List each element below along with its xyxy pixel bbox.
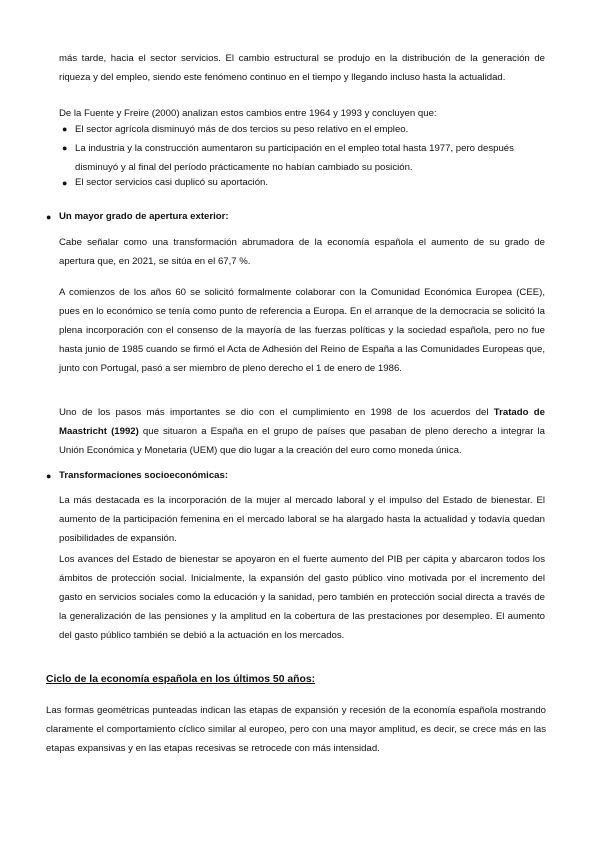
apertura-paragraph-3 (59, 403, 545, 460)
section-title-socioeconomicas: Transformaciones socioeconómicas: (59, 470, 229, 481)
section-heading-ciclo: Ciclo de la economía española en los últimos 50 años: (46, 674, 316, 685)
intro-paragraph: más tarde, hacia el sector servicios. El cambio estructural se produjo en la distribución de la generación de riqueza y del empleo, siendo este fenómeno continuo en el tiempo y llegando incluso hasta la actualidad. (59, 53, 545, 83)
intro-bullet-1: El sector agrícola disminuyó más de dos tercios su peso relativo en el empleo. (75, 124, 409, 135)
intro-bullet-2: La industria y la construcción aumentaron su participación en el empleo total hasta 1977, pero después disminuyó y al final del período prácticamente no habían cambiado su posición. (75, 143, 514, 173)
apertura-paragraph-2: A comienzos de los años 60 se solicitó formalmente colaborar con la Comunidad Económica Europea (CEE), pues en lo económico se tenía como punto de referencia a Europa. En el arranque de la democracia se solicitó la plena incorporación con el consenso de la mayoría de las fuerzas políticas y la sociedad española, pero no fue hasta junio de 1985 cuando se firmó el Acta de Adhesión del Reino de España a las Comunidades Europeas que, junto con Portugal, pasó a ser miembro de pleno derecho el 1 de enero de 1986. (59, 287, 545, 374)
socio-paragraph-2: Los avances del Estado de bienestar se apoyaron en el fuerte aumento del PIB per cápita y abarcaron todos los ámbitos de protección social. Inicialmente, la expansión del gasto público vino motivada por el incremento del gasto en servicios sociales como la educación y la sanidad, pero también en protección social directa a través de la generalización de las pensiones y la amplitud en la cobertura de las prestaciones por desempleo. El aumento del gasto público también se debió a la actuación en los mercados. (59, 554, 545, 641)
bullet-icon: ● (62, 124, 68, 134)
bullet-icon: ● (62, 178, 68, 188)
ciclo-paragraph: Las formas geométricas punteadas indican las etapas de expansión y recesión de la economía española mostrando claramente el comportamiento cíclico similar al europeo, pero con una mayor amplitud, es decir, se crece más en las etapas expansivas y en las etapas recesivas se retrocede con más intensidad. (46, 705, 546, 754)
intro-bullet-3: El sector servicios casi duplicó su aportación. (75, 177, 269, 188)
intro-lead-sentence: De la Fuente y Freire (2000) analizan estos cambios entre 1964 y 1993 y concluyen que: (59, 108, 437, 119)
bullet-icon: ● (46, 212, 52, 222)
apertura-p3-text-start: Uno de los pasos más importantes se dio con el cumplimiento en 1998 de los acuerdos del (59, 407, 494, 418)
apertura-p3-text-end: que situaron a España en el grupo de países que pasaban de pleno derecho a integrar la Unión Económica y Monetaria (UEM) que dio lugar a la creación del euro como moneda única. (59, 426, 545, 456)
socio-paragraph-1: La más destacada es la incorporación de la mujer al mercado laboral y el impulso del Estado de bienestar. El aumento de la participación femenina en el mercado laboral se ha alargado hasta la actualidad y todavía quedan posibilidades de expansión. (59, 495, 545, 544)
bullet-icon: ● (62, 143, 68, 153)
maastricht-treaty-label: Tratado de Maastricht (1992) (59, 407, 545, 437)
apertura-paragraph-1: Cabe señalar como una transformación abrumadora de la economía española el aumento de su grado de apertura que, en 2021, se sitúa en el 67,7 %. (59, 237, 545, 267)
section-title-apertura: Un mayor grado de apertura exterior: (59, 211, 229, 222)
bullet-icon: ● (46, 471, 52, 481)
